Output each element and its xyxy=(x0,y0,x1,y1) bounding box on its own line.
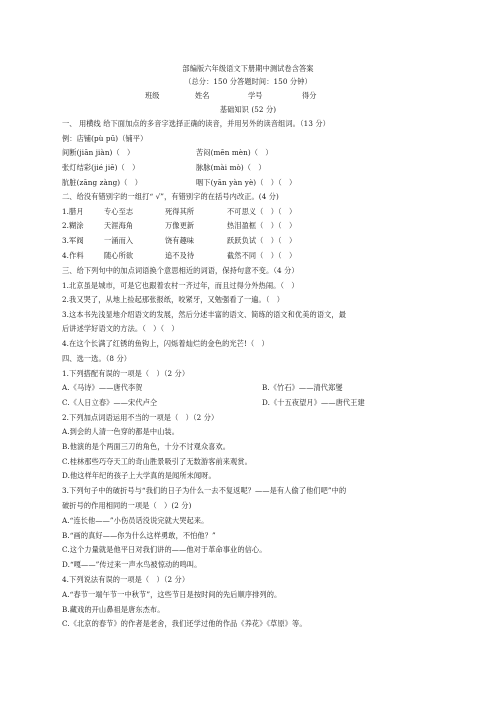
q4-3-stem: 3.下列句子中的破折号与“我们的日子为什么一去不复返呢？——是有人偷了他们吧”中的 xyxy=(62,486,347,495)
q1-row2-left: 张灯结彩(jié jiē)（ ） xyxy=(62,163,140,172)
q3-heading: 三、给下列句中的加点词语换个意思相近的词语，保持句意不变。（4 分） xyxy=(62,266,299,275)
q2-row3-idiom2: 饶有趣味 xyxy=(165,236,195,245)
q2-row3-idiom1: 一涌而入 xyxy=(104,236,134,245)
q2-heading: 二、给没有错别字的一组打“ √”，有错别字的在括号内改正。(4 分) xyxy=(62,192,279,201)
q4-4-stem: 4.下列说法有误的一项是（ ）（2 分） xyxy=(62,575,190,584)
q4-1-option-c: C.《人日立春》——宋代卢仝 xyxy=(62,398,158,407)
q2-row4-idiom3: 截然不同（ ）（ ） xyxy=(227,251,297,260)
q4-1-stem: 1.下列搭配有误的一项是（ ）（2 分） xyxy=(62,369,190,378)
info-class: 班级 xyxy=(145,91,160,100)
q4-3-option-a: A.“连长他——”小伤员话没说完就大哭起来。 xyxy=(62,516,209,525)
q4-2-option-c: C.桂林那些巧夺天工的奇山胜景吸引了无数游客前来观赏。 xyxy=(62,457,252,466)
q2-row4-word: 4.作料 xyxy=(62,251,84,260)
q2-row1-idiom2: 死得其所 xyxy=(165,207,195,216)
q2-row2-idiom2: 万像更新 xyxy=(165,221,195,230)
q1-row2-right: 脉脉(mài mò)（ ） xyxy=(196,163,266,172)
q2-row4-idiom1: 随心所欲 xyxy=(104,251,134,260)
q2-row1-word: 1.腊月 xyxy=(62,207,84,216)
q2-row2-word: 2.糊涂 xyxy=(62,221,84,230)
info-id: 学号 xyxy=(248,91,263,100)
q3-item4: 4.在这个长满了红锈的鱼钩上，闪烁着灿烂的金色的光芒!（ ） xyxy=(62,339,269,348)
q4-3-stem-cont: 破折号的作用相同的一项是（ ）(2 分) xyxy=(62,501,192,510)
q3-item2: 2.我又哭了，从地上捡起那张报纸，咬紧牙，又勉强看了一遍。（ ） xyxy=(62,295,285,304)
q3-item1: 1.北京虽是城市，可是它也跟着农村一齐过年，而且过得分外热闹。（ ） xyxy=(62,281,299,290)
q1-row1-right: 苦闷(mēn mèn)（ ） xyxy=(196,148,273,157)
q4-heading: 四、选一选。（8 分） xyxy=(62,354,132,363)
q4-1-option-d: D.《十五夜望月》——唐代王建 xyxy=(262,398,365,407)
q4-3-option-c: C.这个力量就是他平日对我们讲的——他对于革命事业的信心。 xyxy=(62,545,267,554)
q2-row3-word: 3.军阀 xyxy=(62,236,84,245)
q2-row1-idiom1: 专心至志 xyxy=(104,207,134,216)
q4-2-option-a: A.到会的人清一色穿的都是中山装。 xyxy=(62,427,179,436)
info-score: 得分 xyxy=(302,91,317,100)
section-basic-heading: 基础知识 (52 分) xyxy=(219,105,277,114)
q1-row1-left: 间断(jiān jiàn)（ ） xyxy=(62,148,135,157)
q4-3-option-d: D.“嘎——”传过来一声水鸟被惊动的鸣叫。 xyxy=(62,560,202,569)
q4-4-option-a: A.“春节一端午节一中秋节”，这些节日是按时间的先后顺序排列的。 xyxy=(62,590,282,599)
q2-row3-idiom3: 跃跃负试（ ）（ ） xyxy=(227,236,297,245)
q1-row3-right: 咽下(yān yàn yè)（ ）（ ） xyxy=(196,178,297,187)
info-name: 姓名 xyxy=(195,91,210,100)
q2-row2-idiom3: 热泪盈框（ ）（ ） xyxy=(227,221,297,230)
q4-3-option-b: B.“画的真好——你为什么这样勇敢，不怕他？” xyxy=(62,531,216,540)
q4-1-option-a: A.《马诗》——唐代李贺 xyxy=(62,383,143,392)
q1-row3-left: 肮脏(zāng zàng)（ ） xyxy=(62,178,143,187)
q4-2-option-d: D.他这样年纪的孩子上大学真的是闻所未闻呀。 xyxy=(62,471,216,480)
exam-title: 部编版六年级语文下册期中测试卷含答案 xyxy=(182,64,314,73)
q4-4-option-c: C.《北京的春节》的作者是老舍，我们还学过他的作品《养花》《草原》等。 xyxy=(62,619,307,628)
q2-row1-idiom3: 不可思义（ ）（ ） xyxy=(227,207,297,216)
q2-row2-idiom1: 天涯海角 xyxy=(104,221,134,230)
q4-2-stem: 2.下列加点词语运用不当的一项是（ ）（2 分） xyxy=(62,413,219,422)
q4-1-option-b: B.《竹石》——清代郑燮 xyxy=(262,383,343,392)
q3-item3: 3.这本书先浅显地介绍语文的发展，然后分述丰富的语文、简练的语文和优美的语文，最 xyxy=(62,310,346,319)
q4-4-option-b: B.藏戏的开山鼻祖是唐东杰布。 xyxy=(62,605,165,614)
q4-2-option-b: B.他演的是个两面三刀的角色，十分不讨观众喜欢。 xyxy=(62,442,231,451)
q1-heading: 一、 用横线 给下面加点的多音字选择正确的读音，并用另外的读音组词。（13 分） xyxy=(62,119,330,128)
q3-item3-cont: 后讲述学好语文的方法。（ ）（ ） xyxy=(62,324,179,333)
q2-row4-idiom2: 追不及待 xyxy=(165,251,195,260)
exam-subtitle: （总分：150 分答题时间：150 分钟） xyxy=(184,77,312,86)
q1-example: 例：店铺(pù pū)（铺平） xyxy=(62,134,148,143)
